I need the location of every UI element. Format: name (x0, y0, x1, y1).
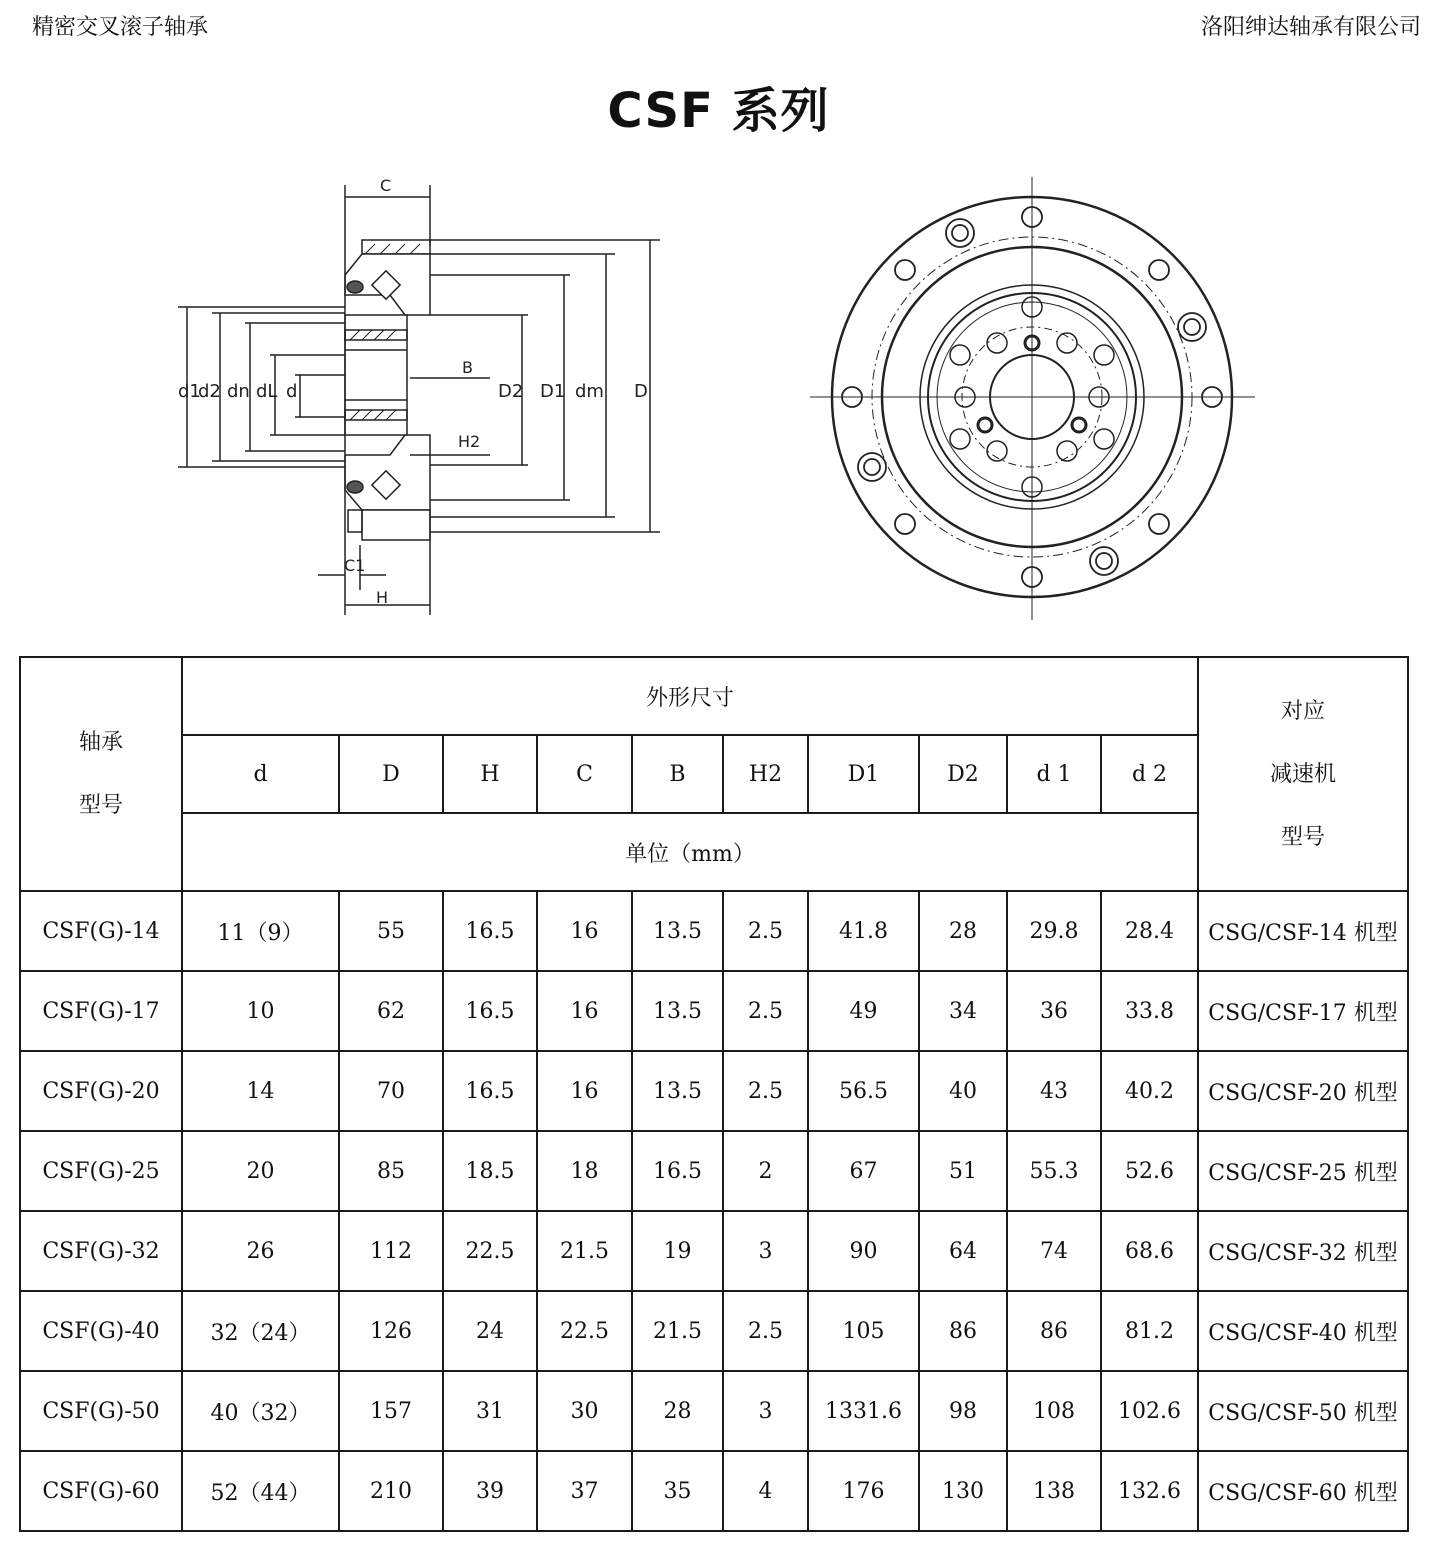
dimension-cell: 126 (339, 1291, 443, 1371)
dim-header: D1 (808, 735, 919, 813)
label-C1: C1 (344, 556, 366, 575)
dimension-cell: 11（9） (182, 891, 339, 971)
dimension-cell: 16 (537, 1051, 632, 1131)
bearing-model-cell: CSF(G)-17 (20, 971, 182, 1051)
table-row (20, 971, 1408, 1051)
dimension-cell: 28.4 (1101, 891, 1198, 971)
bearing-model-cell: CSF(G)-20 (20, 1051, 182, 1131)
dimension-cell: 28 (919, 891, 1007, 971)
dim-header: D (339, 735, 443, 813)
dimension-cell: 20 (182, 1131, 339, 1211)
reducer-header-line3: 型号 (1281, 824, 1326, 850)
dimension-cell: 176 (808, 1451, 919, 1531)
table-row (20, 1371, 1408, 1451)
front-view-drawing (805, 175, 1260, 625)
dimension-cell: 16.5 (443, 1051, 537, 1131)
reducer-model-cell: CSG/CSF-17 机型 (1198, 971, 1408, 1051)
dimension-cell: 37 (537, 1451, 632, 1531)
label-D: D (634, 381, 648, 402)
dimension-cell: 86 (919, 1291, 1007, 1371)
dimension-cell: 35 (632, 1451, 723, 1531)
dimension-cell: 49 (808, 971, 919, 1051)
dimension-cell: 22.5 (537, 1291, 632, 1371)
dim-header: C (537, 735, 632, 813)
dimension-cell: 40.2 (1101, 1051, 1198, 1131)
dimension-cell: 13.5 (632, 971, 723, 1051)
dimension-cell: 21.5 (537, 1211, 632, 1291)
dimension-cell: 112 (339, 1211, 443, 1291)
dimension-cell: 41.8 (808, 891, 919, 971)
spec-table (19, 656, 1409, 1532)
reducer-model-cell: CSG/CSF-14 机型 (1198, 891, 1408, 971)
dimension-cell: 138 (1007, 1451, 1101, 1531)
bearing-model-cell: CSF(G)-14 (20, 891, 182, 971)
bearing-model-cell: CSF(G)-25 (20, 1131, 182, 1211)
dimension-cell: 1331.6 (808, 1371, 919, 1451)
reducer-model-cell: CSG/CSF-40 机型 (1198, 1291, 1408, 1371)
dimension-cell: 86 (1007, 1291, 1101, 1371)
dimension-cell: 70 (339, 1051, 443, 1131)
dimension-cell: 34 (919, 971, 1007, 1051)
bearing-model-header (20, 657, 182, 891)
table-header-row-1 (20, 657, 1408, 735)
dimension-cell: 40 (919, 1051, 1007, 1131)
dimension-cell: 108 (1007, 1371, 1101, 1451)
dimension-cell: 2.5 (723, 891, 808, 971)
dimension-cell: 2.5 (723, 971, 808, 1051)
dimension-cell: 24 (443, 1291, 537, 1371)
dimension-cell: 29.8 (1007, 891, 1101, 971)
dimension-cell: 32（24） (182, 1291, 339, 1371)
dimension-cell: 55 (339, 891, 443, 971)
dim-header: D2 (919, 735, 1007, 813)
dimension-cell: 157 (339, 1371, 443, 1451)
table-row (20, 1051, 1408, 1131)
label-dn: dn (227, 381, 250, 402)
dim-header: B (632, 735, 723, 813)
dimension-cell: 105 (808, 1291, 919, 1371)
dimension-cell: 13.5 (632, 1051, 723, 1131)
dimension-cell: 28 (632, 1371, 723, 1451)
label-H2: H2 (458, 432, 481, 451)
dimension-cell: 55.3 (1007, 1131, 1101, 1211)
bearing-model-cell: CSF(G)-50 (20, 1371, 182, 1451)
dimension-cell: 16.5 (443, 971, 537, 1051)
table-row (20, 1291, 1408, 1371)
dimension-cell: 4 (723, 1451, 808, 1531)
dimension-cell: 85 (339, 1131, 443, 1211)
dimension-cell: 81.2 (1101, 1291, 1198, 1371)
unit-label: 单位（mm） (182, 813, 1198, 891)
dimension-cell: 62 (339, 971, 443, 1051)
dimension-cell: 52.6 (1101, 1131, 1198, 1211)
dimension-cell: 14 (182, 1051, 339, 1131)
bearing-model-cell: CSF(G)-32 (20, 1211, 182, 1291)
reducer-model-cell: CSG/CSF-60 机型 (1198, 1451, 1408, 1531)
header-company-name: 洛阳绅达轴承有限公司 (1200, 15, 1421, 40)
front-view-svg (805, 175, 1260, 625)
table-row (20, 1131, 1408, 1211)
bearing-model-cell: CSF(G)-60 (20, 1451, 182, 1531)
dimension-cell: 51 (919, 1131, 1007, 1211)
dim-header: H (443, 735, 537, 813)
dimension-cell: 10 (182, 971, 339, 1051)
dimensions-group-header: 外形尺寸 (182, 657, 1198, 735)
label-C: C (380, 176, 392, 195)
dim-header: H2 (723, 735, 808, 813)
page-title: CSF 系列 (607, 83, 830, 139)
bearing-header-line2: 型号 (78, 793, 123, 818)
dimension-cell: 52（44） (182, 1451, 339, 1531)
dimension-cell: 68.6 (1101, 1211, 1198, 1291)
dimension-cell: 13.5 (632, 891, 723, 971)
dimension-cell: 98 (919, 1371, 1007, 1451)
dimension-cell: 43 (1007, 1051, 1101, 1131)
dimension-cell: 132.6 (1101, 1451, 1198, 1531)
dimension-cell: 130 (919, 1451, 1007, 1531)
reducer-model-header (1198, 657, 1408, 891)
label-H: H (376, 588, 389, 607)
spec-table-body (20, 891, 1408, 1531)
dimension-cell: 26 (182, 1211, 339, 1291)
reducer-model-cell: CSG/CSF-50 机型 (1198, 1371, 1408, 1451)
dimension-cell: 16 (537, 971, 632, 1051)
reducer-model-cell: CSG/CSF-20 机型 (1198, 1051, 1408, 1131)
dim-header: d 2 (1101, 735, 1198, 813)
dimension-cell: 21.5 (632, 1291, 723, 1371)
table-row (20, 891, 1408, 971)
dimension-cell: 36 (1007, 971, 1101, 1051)
dimension-cell: 33.8 (1101, 971, 1198, 1051)
dim-header: d (182, 735, 339, 813)
dimension-cell: 56.5 (808, 1051, 919, 1131)
dimension-cell: 90 (808, 1211, 919, 1291)
dimension-cell: 19 (632, 1211, 723, 1291)
dimension-cell: 18 (537, 1131, 632, 1211)
label-d2: d2 (198, 381, 221, 402)
cross-section-drawing (150, 165, 670, 625)
dimension-cell: 22.5 (443, 1211, 537, 1291)
dimension-cell: 16.5 (632, 1131, 723, 1211)
reducer-header-line1: 对应 (1281, 698, 1326, 724)
label-d1: d1 (178, 381, 201, 402)
header-company-product: 精密交叉滚子轴承 (32, 15, 209, 40)
label-D2: D2 (498, 381, 524, 402)
bearing-header-line1: 轴承 (78, 730, 123, 755)
label-d: d (286, 381, 298, 402)
dimension-cell: 67 (808, 1131, 919, 1211)
dimension-cell: 40（32） (182, 1371, 339, 1451)
label-D1: D1 (540, 381, 566, 402)
dimension-cell: 30 (537, 1371, 632, 1451)
dimension-cell: 39 (443, 1451, 537, 1531)
dimension-cell: 210 (339, 1451, 443, 1531)
dim-header: d 1 (1007, 735, 1101, 813)
dimension-cell: 3 (723, 1211, 808, 1291)
dimension-cell: 31 (443, 1371, 537, 1451)
reducer-header-line2: 减速机 (1270, 761, 1337, 787)
reducer-model-cell: CSG/CSF-25 机型 (1198, 1131, 1408, 1211)
label-B: B (462, 358, 473, 377)
reducer-model-cell: CSG/CSF-32 机型 (1198, 1211, 1408, 1291)
dimension-cell: 74 (1007, 1211, 1101, 1291)
table-row (20, 1211, 1408, 1291)
dimension-cell: 2.5 (723, 1291, 808, 1371)
dimension-cell: 2 (723, 1131, 808, 1211)
dimension-cell: 64 (919, 1211, 1007, 1291)
dimension-cell: 16 (537, 891, 632, 971)
dimension-cell: 2.5 (723, 1051, 808, 1131)
label-dm: dm (575, 381, 604, 402)
dimension-cell: 102.6 (1101, 1371, 1198, 1451)
dimension-cell: 16.5 (443, 891, 537, 971)
dimension-cell: 3 (723, 1371, 808, 1451)
dimension-cell: 18.5 (443, 1131, 537, 1211)
table-row (20, 1451, 1408, 1531)
cross-section-svg (150, 165, 670, 625)
label-dL: dL (256, 381, 278, 402)
bearing-model-cell: CSF(G)-40 (20, 1291, 182, 1371)
